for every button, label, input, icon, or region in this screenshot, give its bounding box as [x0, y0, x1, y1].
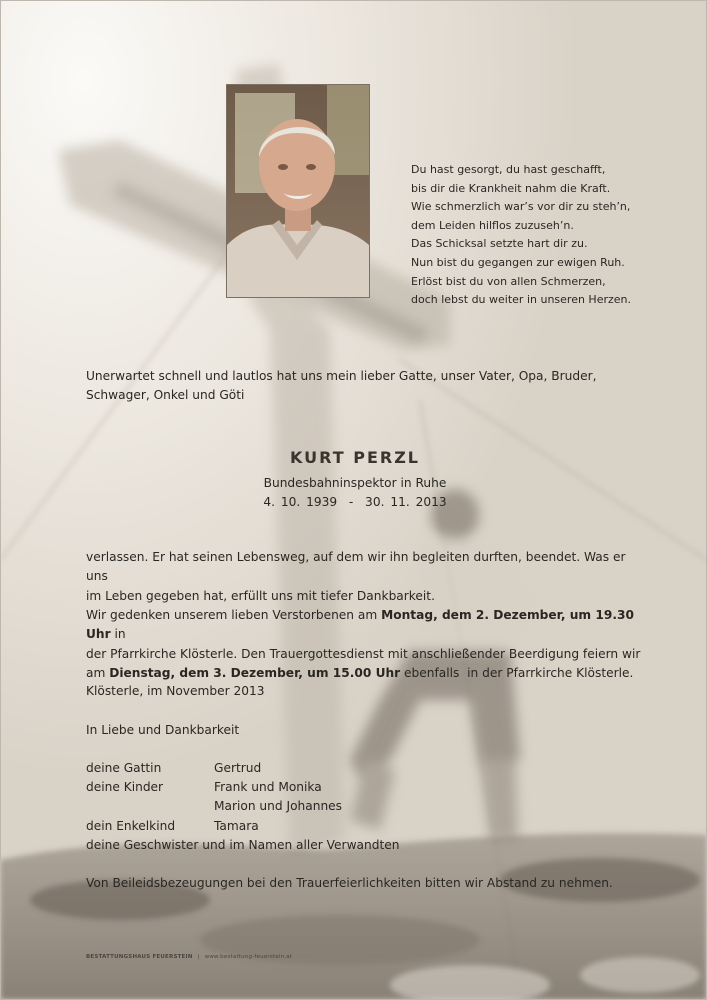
poem-line: Du hast gesorgt, du hast geschafft,: [411, 163, 606, 176]
funeral-home-name: BESTATTUNGSHAUS FEUERSTEIN: [86, 954, 193, 960]
family-row: [86, 797, 506, 816]
service-paragraph: [86, 606, 646, 684]
family-row: [86, 836, 506, 855]
family-names: Gertrud: [214, 761, 262, 775]
family-relation: deine Kinder: [86, 780, 164, 795]
family-relation: [86, 797, 214, 816]
intro-line: Unerwartet schnell und lautlos hat uns mein lieber Gatte, unser Vater, Opa, Bruder,: [86, 369, 597, 383]
portrait-photo: [226, 84, 370, 298]
paragraph-line: verlassen. Er hat seinen Lebensweg, auf dem wir ihn begleiten durften, beendet. Was er uns: [86, 550, 626, 584]
family-row: [86, 759, 506, 778]
deceased-name: KURT PERZL: [290, 448, 420, 467]
poem-line: Erlöst bist du von allen Schmerzen,: [411, 274, 606, 288]
funeral-home-website[interactable]: www.bestattung-feuerstein.at: [204, 954, 293, 960]
poem-line: Das Schicksal setzte hart dir zu.: [411, 237, 588, 251]
footer: [86, 954, 292, 960]
poem-line: dem Leiden hilflos zuzuseh’n.: [411, 218, 574, 232]
rosary-date: Montag, dem 2. Dezember, um 19.30 Uhr: [86, 608, 634, 642]
family-names: Marion und Johannes: [214, 799, 343, 814]
deceased-info: [200, 448, 510, 512]
family-relation: deine Gattin: [86, 761, 162, 775]
poem-line: Wie schmerzlich war’s vor dir zu steh’n,: [411, 200, 631, 214]
farewell-paragraph: [86, 548, 646, 606]
funeral-date: Dienstag, dem 3. Dezember, um 15.00 Uhr: [109, 666, 401, 681]
paragraph-line: am Dienstag, dem 3. Dezember, um 15.00 Uhr ebenfalls in der Pfarrkirche Klösterle.: [86, 666, 634, 681]
intro-line: Schwager, Onkel und Göti: [86, 388, 245, 403]
family-names: Frank und Monika: [214, 780, 322, 795]
family-row: [86, 817, 506, 836]
closing-line: In Liebe und Dankbarkeit: [86, 723, 240, 737]
poem-line: bis dir die Krankheit nahm die Kraft.: [411, 181, 611, 195]
memorial-poem: [411, 161, 671, 310]
place-and-date: Klösterle, im November 2013: [86, 684, 265, 698]
footer-separator: |: [197, 954, 200, 960]
paragraph-line: Wir gedenken unserem lieben Verstorbenen am Montag, dem 2. Dezember, um 19.30 Uhr in: [86, 608, 634, 642]
condolence-request: Von Beileidsbezeugungen bei den Trauerfeierlichkeiten bitten wir Abstand zu nehmen.: [86, 876, 613, 890]
intro-text: [86, 367, 646, 406]
poem-line: doch lebst du weiter in unseren Herzen.: [411, 293, 631, 307]
family-names: Tamara: [214, 818, 259, 833]
family-row: [86, 778, 506, 797]
life-dates: 4. 10. 1939 - 30. 11. 2013: [263, 495, 447, 509]
deceased-title: Bundesbahninspektor in Ruhe: [263, 476, 447, 490]
family-list: [86, 759, 506, 855]
family-relation: dein Enkelkind: [86, 818, 176, 833]
paragraph-line: im Leben gegeben hat, erfüllt uns mit tiefer Dankbarkeit.: [86, 588, 435, 603]
family-relation: deine Geschwister und im Namen aller Verwandten: [86, 837, 400, 852]
poem-line: Nun bist du gegangen zur ewigen Ruh.: [411, 255, 625, 269]
paragraph-line: der Pfarrkirche Klösterle. Den Trauergottesdienst mit anschließender Beerdigung feiern wir: [86, 646, 641, 661]
